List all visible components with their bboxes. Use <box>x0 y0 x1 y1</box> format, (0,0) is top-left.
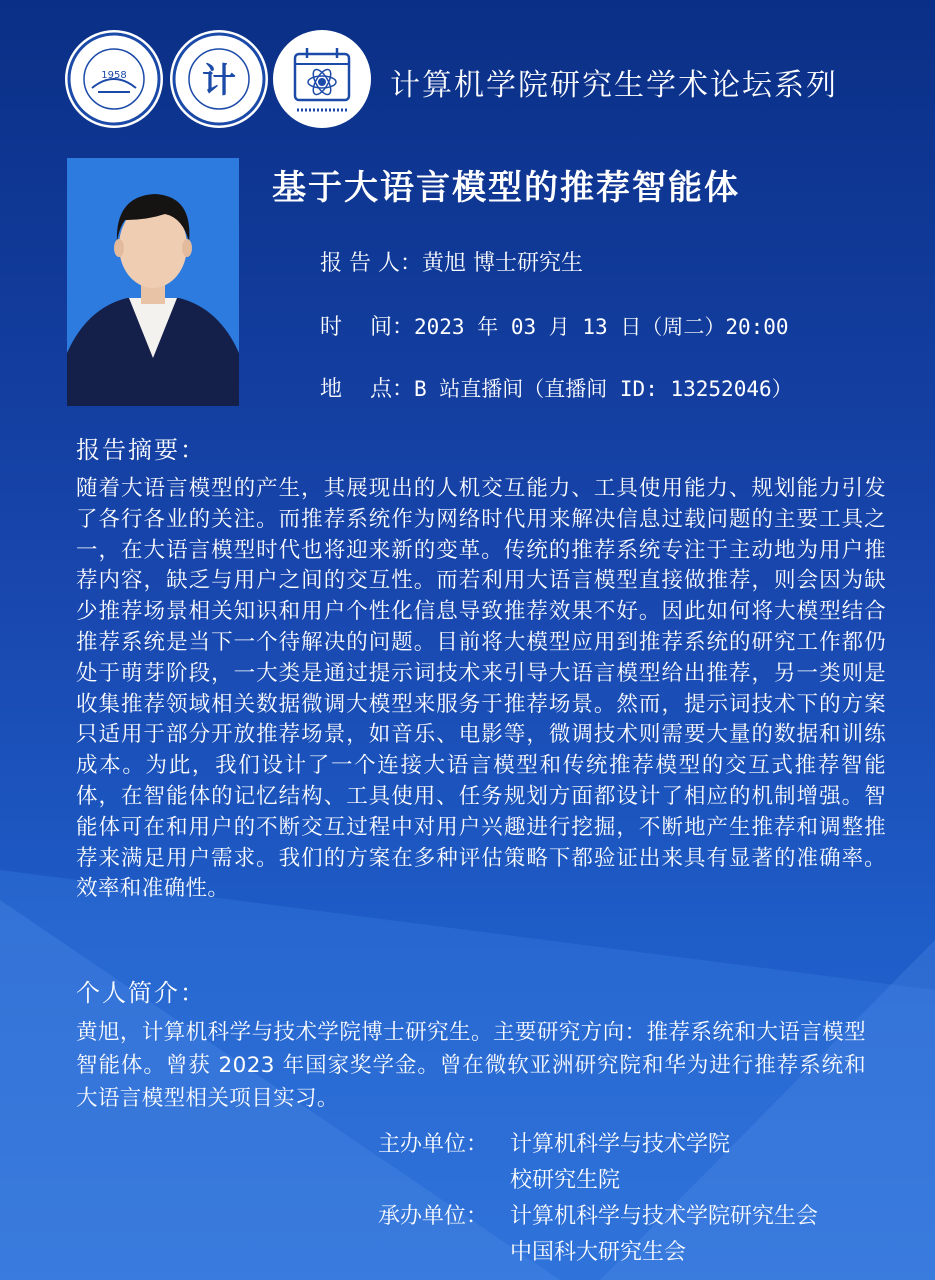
abstract-heading: 报告摘要： <box>76 436 206 464</box>
abstract-body: 随着大语言模型的产生，其展现出的人机交互能力、工具使用能力、规划能力引发了各行各业的关注。而推荐系统作为网络时代用来解决信息过载问题的主要工具之一，在大语言模型时代也将迎来新的变革。传统的推荐系统专注于主动地为用户推荐内容，缺乏与用户之间的交互性。而若利用大语言模型直接做推荐，则会因为缺少推荐场景相关知识和用户个性化信息导致推荐效果不好。因此如何将大模型结合推荐系统是当下一个待解决的问题。目前将大模型应用到推荐系统的研究工作都仍处于萌芽阶段，一大类是通过提示词技术来引导大语言模型给出推荐，另一类则是收集推荐领域相关数据微调大模型来服务于推荐场景。然而，提示词技术下的方案只适用于部分开放推荐场景，如音乐、电影等，微调技术则需要大量的数据和训练成本。为此，我们设计了一个连接大语言模型和传统推荐模型的交互式推荐智能体，在智能体的记忆结构、工具使用、任务规划方面都设计了相应的机制增强。智能体可在和用户的不断交互过程中对用户兴趣进行挖掘，不断地产生推荐和调整推荐来满足用户需求。我们的方案在多种评估策略下都验证出来具有显著的准确率。效率和准确性。 <box>76 476 886 902</box>
co-organizer-2: 中国科大研究生会 <box>510 1240 687 1265</box>
time-label: 时 间： <box>320 315 414 340</box>
ustc-cs-emblem-icon <box>170 30 268 128</box>
graduate-forum-emblem-icon <box>273 30 371 128</box>
ustc-cs-logo <box>170 30 268 128</box>
ustc-logo-1958 <box>65 30 163 128</box>
speaker-label: 报 告 人： <box>320 251 422 276</box>
host-organizer-label: 主办单位： <box>378 1132 489 1157</box>
place-row <box>320 372 793 403</box>
speaker-photo <box>67 158 239 406</box>
speaker-value: 黄旭 博士研究生 <box>422 251 583 276</box>
bio-heading: 个人简介： <box>76 979 206 1007</box>
graduate-forum-logo <box>273 30 371 128</box>
svg-text:计: 计 <box>202 61 236 101</box>
svg-text:1958: 1958 <box>101 70 127 81</box>
place-value: B 站直播间（直播间 ID: 13252046） <box>413 377 793 401</box>
place-label: 地 点： <box>320 377 414 402</box>
speaker-row <box>320 246 583 277</box>
co-organizer-label: 承办单位： <box>378 1204 489 1229</box>
time-value: 2023 年 03 月 13 日（周二）20:00 <box>413 315 789 339</box>
host-organizer-2: 校研究生院 <box>510 1168 621 1193</box>
ustc-emblem-icon <box>65 30 163 128</box>
time-row <box>320 310 789 341</box>
host-organizer-1: 计算机科学与技术学院 <box>510 1132 731 1157</box>
talk-title: 基于大语言模型的推荐智能体 <box>272 168 740 208</box>
co-organizer-1: 计算机科学与技术学院研究生会 <box>510 1204 819 1229</box>
bio-body: 黄旭，计算机科学与技术学院博士研究生。主要研究方向：推荐系统和大语言模型智能体。曾获 2023 年国家奖学金。曾在微软亚洲研究院和华为进行推荐系统和大语言模型相关项目实习。 <box>76 1020 866 1111</box>
series-title: 计算机学院研究生学术论坛系列 <box>390 68 838 103</box>
speaker-portrait-image <box>67 158 239 406</box>
